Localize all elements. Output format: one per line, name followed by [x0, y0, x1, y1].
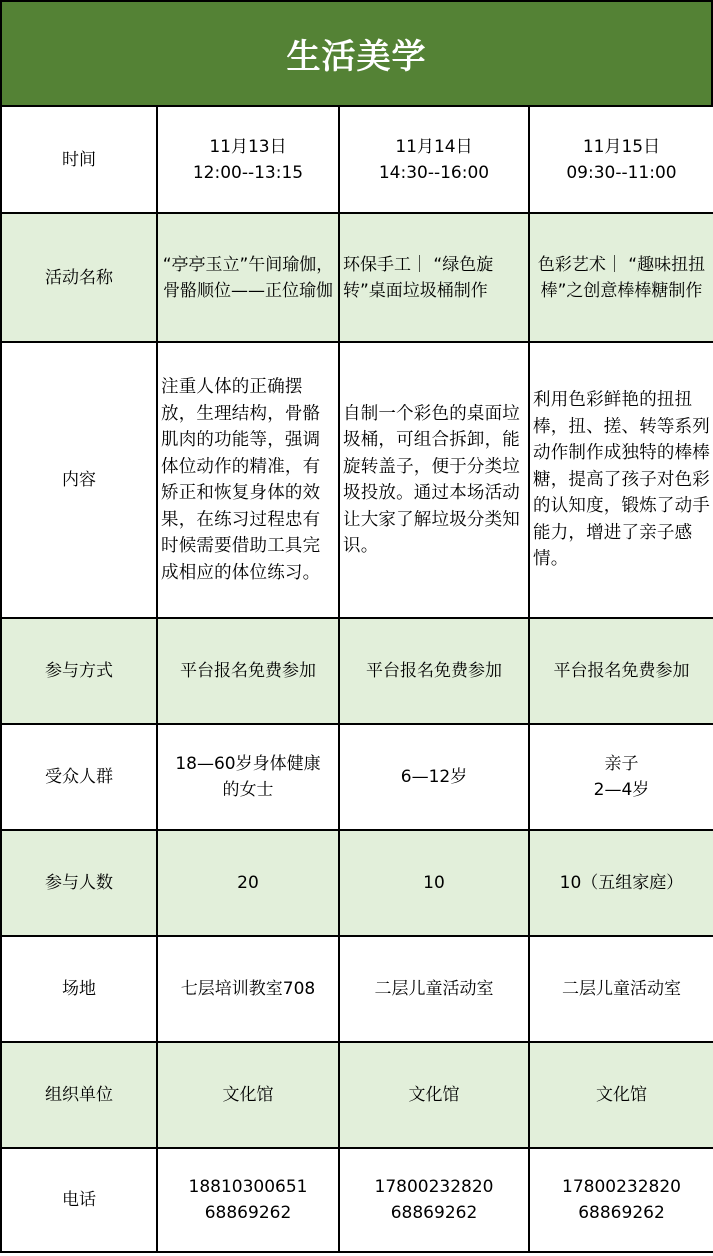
- row-label-venue: 场地: [1, 936, 157, 1042]
- row-method: [1, 618, 713, 724]
- time-hours: 12:00--13:15: [192, 162, 304, 183]
- time-date: 11月15日: [582, 136, 661, 157]
- phone-cell: [339, 1148, 529, 1252]
- content-cell: 自制一个彩色的桌面垃圾桶，可组合拆卸，能旋转盖子，便于分类垃圾投放。通过本场活动让大家了解垃圾分类知识。: [339, 342, 529, 618]
- row-label-content: 内容: [1, 342, 157, 618]
- row-label-audience: 受众人群: [1, 724, 157, 830]
- venue-cell: 二层儿童活动室: [339, 936, 529, 1042]
- time-cell-2: [339, 106, 529, 213]
- audience-line: 亲子: [604, 754, 639, 774]
- row-label-organizer: 组织单位: [1, 1042, 157, 1148]
- organizer-cell: 文化馆: [529, 1042, 713, 1148]
- time-date: 11月13日: [209, 136, 287, 157]
- venue-cell: 二层儿童活动室: [529, 936, 713, 1042]
- audience-line: 18—60岁身体健康: [175, 754, 321, 774]
- phone-number: 68869262: [578, 1203, 665, 1223]
- phone-number: 17800232820: [374, 1177, 494, 1197]
- phone-number: 17800232820: [562, 1177, 681, 1197]
- row-count: [1, 830, 713, 936]
- row-venue: [1, 936, 713, 1042]
- organizer-cell: 文化馆: [157, 1042, 339, 1148]
- row-content: [1, 342, 713, 618]
- audience-cell: [157, 724, 339, 830]
- row-label-phone: 电话: [1, 1148, 157, 1252]
- content-cell: 注重人体的正确摆放，生理结构，骨骼肌肉的功能等，强调体位动作的精准，有矫正和恢复身体的效果，在练习过程忠有时候需要借助工具完成相应的体位练习。: [157, 342, 339, 618]
- row-activity-name: [1, 213, 713, 342]
- count-cell: 10: [339, 830, 529, 936]
- schedule-table: [0, 105, 713, 1253]
- activity-name-cell: “亭亭玉立”午间瑜伽，骨骼顺位——正位瑜伽: [157, 213, 339, 342]
- time-date: 11月14日: [395, 136, 473, 157]
- activity-name-cell: 色彩艺术｜ “趣味扭扭棒”之创意棒棒糖制作: [529, 213, 713, 342]
- phone-cell: [157, 1148, 339, 1252]
- audience-cell: 6—12岁: [339, 724, 529, 830]
- phone-number: 68869262: [204, 1203, 292, 1223]
- page-title: 生活美学: [0, 0, 713, 107]
- activity-name-cell: 环保手工｜ “绿色旋转”桌面垃圾桶制作: [339, 213, 529, 342]
- row-label-method: 参与方式: [1, 618, 157, 724]
- row-label-time: 时间: [1, 106, 157, 213]
- time-cell-3: [529, 106, 713, 213]
- audience-line: 2—4岁: [593, 780, 650, 800]
- method-cell: 平台报名免费参加: [157, 618, 339, 724]
- row-time: [1, 106, 713, 213]
- count-cell: 10（五组家庭）: [529, 830, 713, 936]
- audience-cell: [529, 724, 713, 830]
- method-cell: 平台报名免费参加: [529, 618, 713, 724]
- row-label-activity-name: 活动名称: [1, 213, 157, 342]
- phone-number: 18810300651: [188, 1177, 308, 1197]
- content-cell: 利用色彩鲜艳的扭扭棒，扭、搓、转等系列动作制作成独特的棒棒糖，提高了孩子对色彩的认知度，锻炼了动手能力，增进了亲子感情。: [529, 342, 713, 618]
- phone-number: 68869262: [390, 1203, 478, 1223]
- count-cell: 20: [157, 830, 339, 936]
- audience-line: 的女士: [222, 780, 274, 800]
- time-cell-1: [157, 106, 339, 213]
- venue-cell: 七层培训教室708: [157, 936, 339, 1042]
- row-organizer: [1, 1042, 713, 1148]
- row-phone: [1, 1148, 713, 1252]
- time-hours: 14:30--16:00: [378, 162, 490, 183]
- row-audience: [1, 724, 713, 830]
- phone-cell: [529, 1148, 713, 1252]
- organizer-cell: 文化馆: [339, 1042, 529, 1148]
- time-hours: 09:30--11:00: [566, 162, 677, 183]
- method-cell: 平台报名免费参加: [339, 618, 529, 724]
- row-label-count: 参与人数: [1, 830, 157, 936]
